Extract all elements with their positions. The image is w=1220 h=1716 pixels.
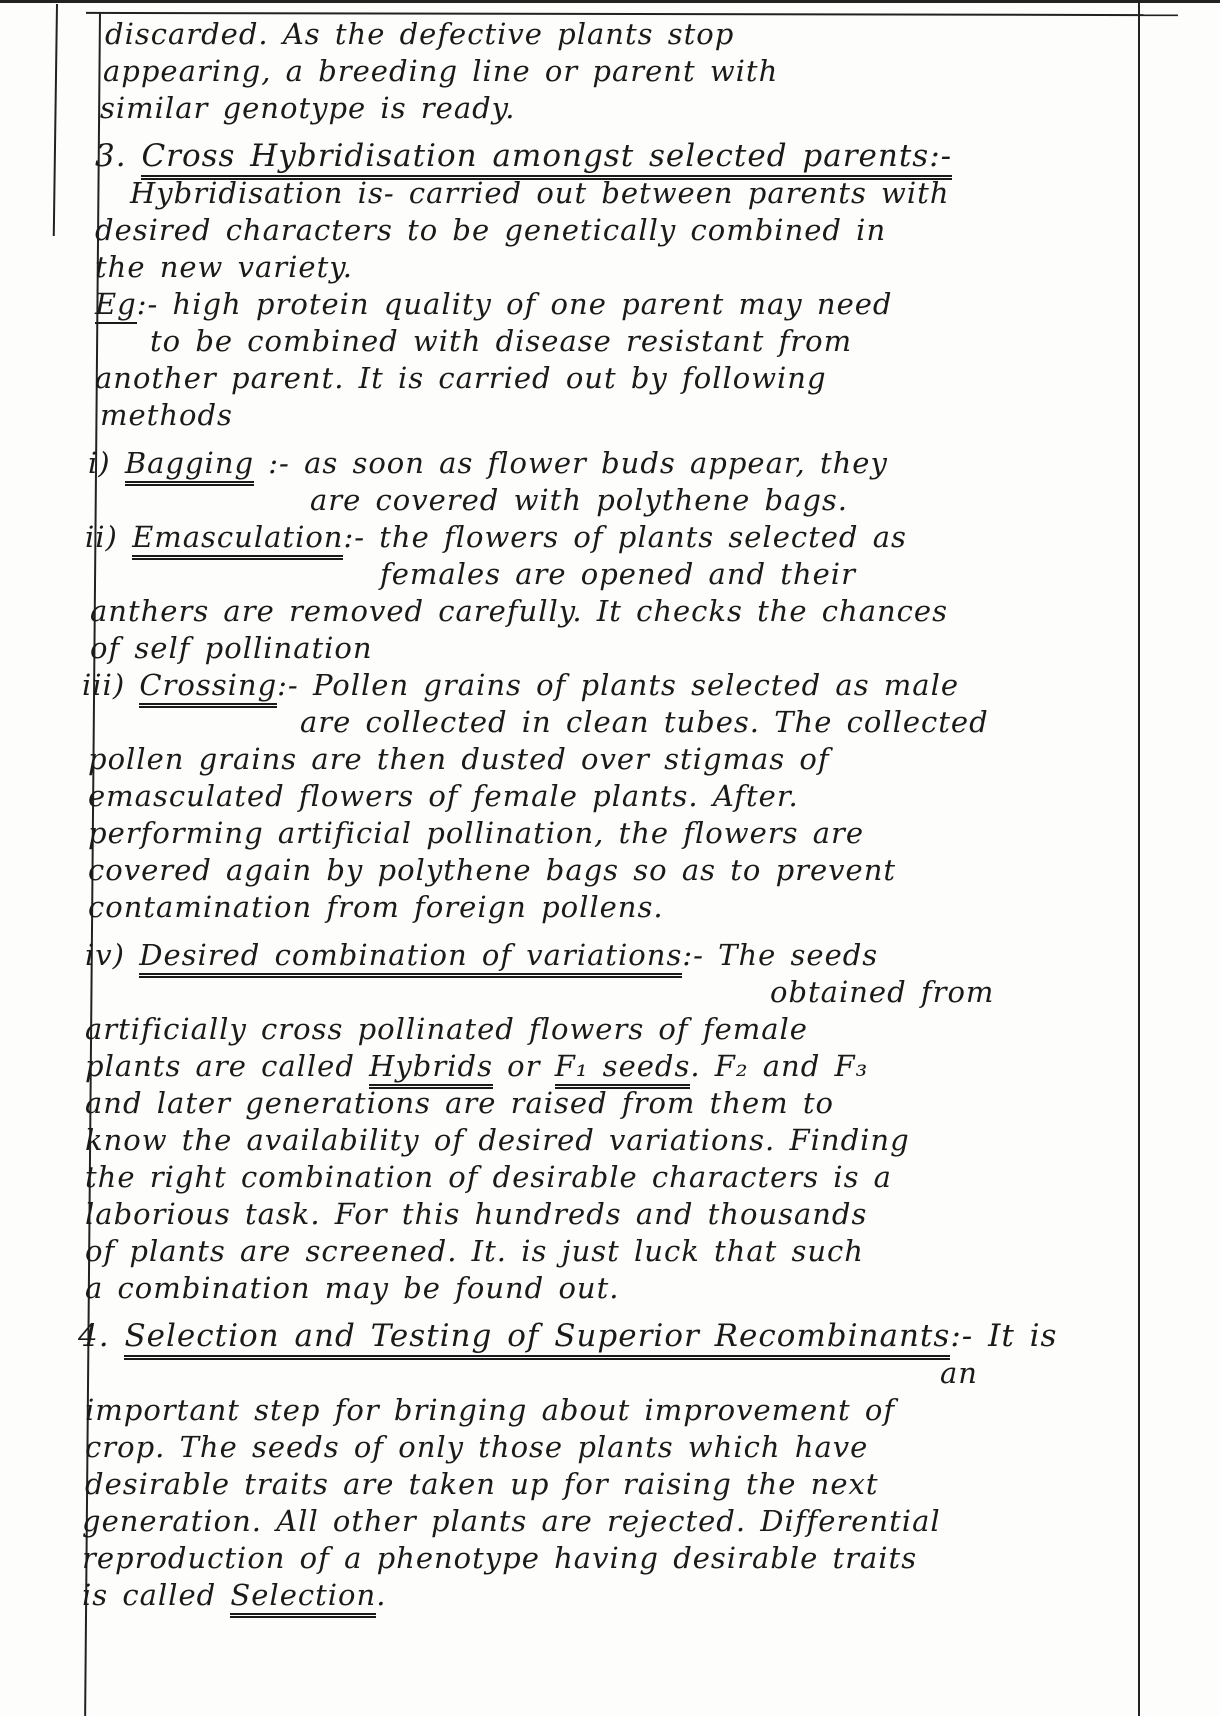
handwritten-line [78,1011,1158,1048]
text-segment: Cross Hybridisation amongst selected parents:- [141,138,952,180]
text-segment: of self pollination [90,631,373,665]
text-segment: Selection [230,1578,376,1618]
handwritten-line [78,1503,1158,1540]
text-segment: contamination from foreign pollens. [88,890,664,924]
handwritten-line [78,815,1158,852]
handwritten-line [78,974,1158,1011]
text-segment: F₁ seeds [555,1049,691,1089]
text-segment: artificially cross pollinated flowers of female [85,1012,808,1046]
handwritten-line [78,1122,1158,1159]
text-segment: :- the flowers of plants selected as [343,520,907,554]
text-segment: Desired combination of variations [139,938,682,978]
handwritten-line [78,53,1158,90]
handwritten-line [78,593,1158,630]
left-margin-stub-line [53,4,58,236]
text-segment: emasculated flowers of female plants. After. [88,779,799,813]
text-segment: ii) [85,520,133,554]
text-segment: performing artificial pollination, the flowers are [88,816,865,850]
text-segment: are covered with polythene bags. [310,483,848,517]
text-segment: 4. [78,1318,125,1354]
notes-text [78,16,1158,1614]
handwritten-line [78,1392,1158,1429]
handwritten-line [78,1270,1158,1307]
text-segment: i) [88,446,125,480]
handwritten-line [78,212,1158,249]
handwritten-line [78,1540,1158,1577]
text-segment: Crossing [139,668,277,708]
text-segment: is called [82,1578,231,1612]
text-segment: similar genotype is ready. [100,91,516,125]
text-segment: important step for bringing about improvement of [85,1393,896,1427]
text-segment: know the availability of desired variations. Finding [85,1123,910,1157]
text-segment: generation. All other plants are rejected. Differential [82,1504,941,1538]
handwritten-line [78,482,1158,519]
handwritten-line [78,852,1158,889]
handwritten-line [78,630,1158,667]
text-segment: iii) [82,668,140,702]
text-segment: Bagging [125,446,254,486]
text-segment: laborious task. For this hundreds and thousands [85,1197,868,1231]
text-segment: desired characters to be genetically combined in [95,213,887,247]
text-segment: :- high protein quality of one parent may need [136,287,893,321]
handwritten-line [78,175,1158,212]
text-segment: to be combined with disease resistant from [150,324,853,358]
text-segment: desirable traits are taken up for raising the next [85,1467,879,1501]
handwritten-line [78,1233,1158,1270]
text-segment: :- as soon as flower buds appear, they [254,446,888,480]
text-segment: discarded. As the defective plants stop [105,17,735,51]
handwritten-line [78,1318,1158,1355]
text-segment: or [492,1049,555,1083]
text-segment: Selection and Testing of Superior Recombinants [124,1318,950,1360]
handwritten-line [78,556,1158,593]
text-segment: of plants are screened. It. is just luck that such [85,1234,864,1268]
text-segment: females are opened and their [380,557,856,591]
text-segment: an [940,1356,978,1390]
handwritten-line [78,397,1158,434]
handwritten-line [78,445,1158,482]
handwritten-line [78,889,1158,926]
text-segment: a combination may be found out. [85,1271,620,1305]
handwritten-line [78,138,1158,175]
text-segment: plants are called [85,1049,370,1083]
text-segment: the right combination of desirable characters is a [85,1160,892,1194]
text-segment: . [376,1578,387,1612]
handwritten-line [78,519,1158,556]
text-segment: :- Pollen grains of plants selected as male [277,668,960,702]
handwritten-line [78,1048,1158,1085]
handwritten-line [78,249,1158,286]
text-segment: covered again by polythene bags so as to prevent [88,853,897,887]
text-segment: anthers are removed carefully. It checks the chances [90,594,948,628]
text-segment: are collected in clean tubes. The collected [300,705,989,739]
handwritten-line [78,1085,1158,1122]
handwritten-line [78,1196,1158,1233]
text-segment: methods [100,398,233,432]
handwritten-line [78,1355,1158,1392]
page-top-edge [0,0,1220,3]
handwritten-line [78,1159,1158,1196]
handwritten-line [78,937,1158,974]
text-segment: reproduction of a phenotype having desirable traits [82,1541,918,1575]
handwritten-line [78,323,1158,360]
handwritten-line [78,90,1158,127]
handwritten-line [78,741,1158,778]
handwritten-line [78,778,1158,815]
text-segment: the new variety. [95,250,353,284]
handwritten-line [78,360,1158,397]
handwritten-line [78,1466,1158,1503]
text-segment: appearing, a breeding line or parent with [103,54,779,88]
text-segment: Eg [95,287,137,324]
handwritten-line [78,1429,1158,1466]
text-segment: pollen grains are then dusted over stigmas of [88,742,830,776]
text-segment: 3. [95,138,142,174]
text-segment: and later generations are raised from them to [85,1086,834,1120]
text-segment: :- The seeds [682,938,879,972]
text-segment: :- It is [950,1318,1058,1354]
handwritten-line [78,667,1158,704]
text-segment: Emasculation [132,520,343,560]
text-segment: obtained from [770,975,995,1009]
text-segment: crop. The seeds of only those plants which have [85,1430,869,1464]
text-segment: Hybridisation is- carried out between parents with [130,176,950,210]
handwritten-line [78,704,1158,741]
text-segment: . F₂ and F₃ [690,1049,869,1083]
text-segment: Hybrids [369,1049,493,1089]
handwritten-line [78,1577,1158,1614]
handwritten-line [78,16,1158,53]
text-segment: another parent. It is carried out by following [95,361,827,395]
handwritten-line [78,286,1158,323]
text-segment: iv) [85,938,140,972]
